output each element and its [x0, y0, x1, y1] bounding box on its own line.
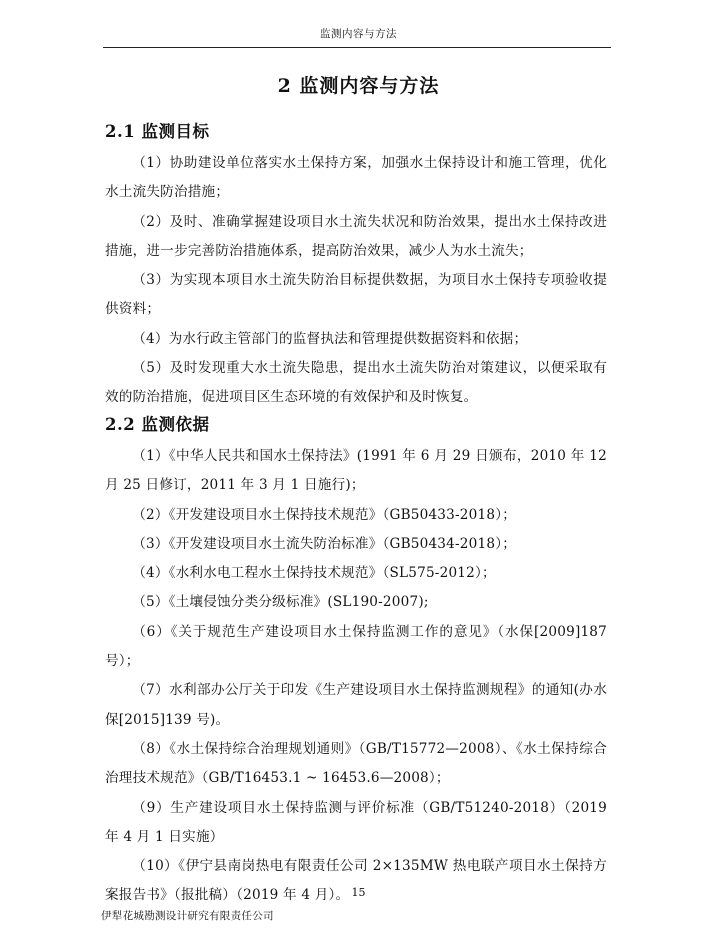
paragraph: （9）生产建设项目水土保持监测与评价标准（GB/T51240-2018）（2019 年 4 月 1 日实施）: [105, 799, 607, 845]
section-body-monitoring-goals: [105, 149, 607, 413]
section-title-monitoring-goals: 2.1 监测目标: [105, 122, 210, 141]
section-title-monitoring-basis: 2.2 监测依据: [105, 415, 210, 434]
footer-company-name: 伊犁花城勘测设计研究有限责任公司: [101, 910, 274, 922]
paragraph: （6）《关于规范生产建设项目水土保持监测工作的意见》（水保[2009]187 号）；: [105, 623, 607, 670]
paragraph: （1）协助建设单位落实水土保持方案，加强水土保持设计和施工管理，优化水土流失防治措施；: [105, 155, 607, 201]
paragraph: （3）《开发建设项目水土流失防治标准》（GB50434-2018）；: [132, 535, 516, 552]
paragraph: （2）及时、准确掌握建设项目水土流失状况和防治效果，提出水土保持改进措施，进一步完善防治措施体系，提高防治效果，减少人为水土流失；: [105, 213, 607, 259]
paragraph: （7）水利部办公厅关于印发《生产建设项目水土保持监测规程》的通知(办水保[2015]139 号)。: [105, 682, 607, 728]
paragraph: （5）及时发现重大水土流失隐患，提出水土流失防治对策建议，以便采取有效的防治措施，促进项目区生态环境的有效保护和及时恢复。: [105, 360, 607, 406]
paragraph: （10）《伊宁县南岗热电有限责任公司 2×135MW 热电联产项目水土保持方案报告书》（报批稿）（2019 年 4 月）。: [105, 858, 607, 904]
chapter-title: 2 监测内容与方法: [277, 75, 440, 97]
paragraph: （8）《水土保持综合治理规划通则》（GB/T15772—2008）、《水土保持综合治理技术规范》（GB/T16453.1 ~ 16453.6—2008）；: [105, 740, 607, 787]
page-number: 15: [351, 886, 366, 899]
section-body-monitoring-basis: [105, 442, 607, 911]
paragraph: （2）《开发建设项目水土保持技术规范》（GB50433-2018）；: [132, 506, 516, 523]
running-header: 监测内容与方法: [320, 28, 397, 40]
paragraph: （3）为实现本项目水土流失防治目标提供数据，为项目水土保持专项验收提供资料；: [105, 272, 607, 318]
paragraph: （4）《水利水电工程水土保持技术规范》（SL575-2012）；: [132, 565, 496, 582]
header-rule: [103, 47, 611, 48]
paragraph: （4）为水行政主管部门的监督执法和管理提供数据资料和依据；: [132, 330, 528, 347]
paragraph: （5）《土壤侵蚀分类分级标准》(SL190-2007);: [132, 594, 429, 611]
paragraph: （1）《中华人民共和国水土保持法》(1991 年 6 月 29 日颁布，2010 年 12 月 25 日修订，2011 年 3 月 1 日施行)；: [105, 448, 607, 494]
